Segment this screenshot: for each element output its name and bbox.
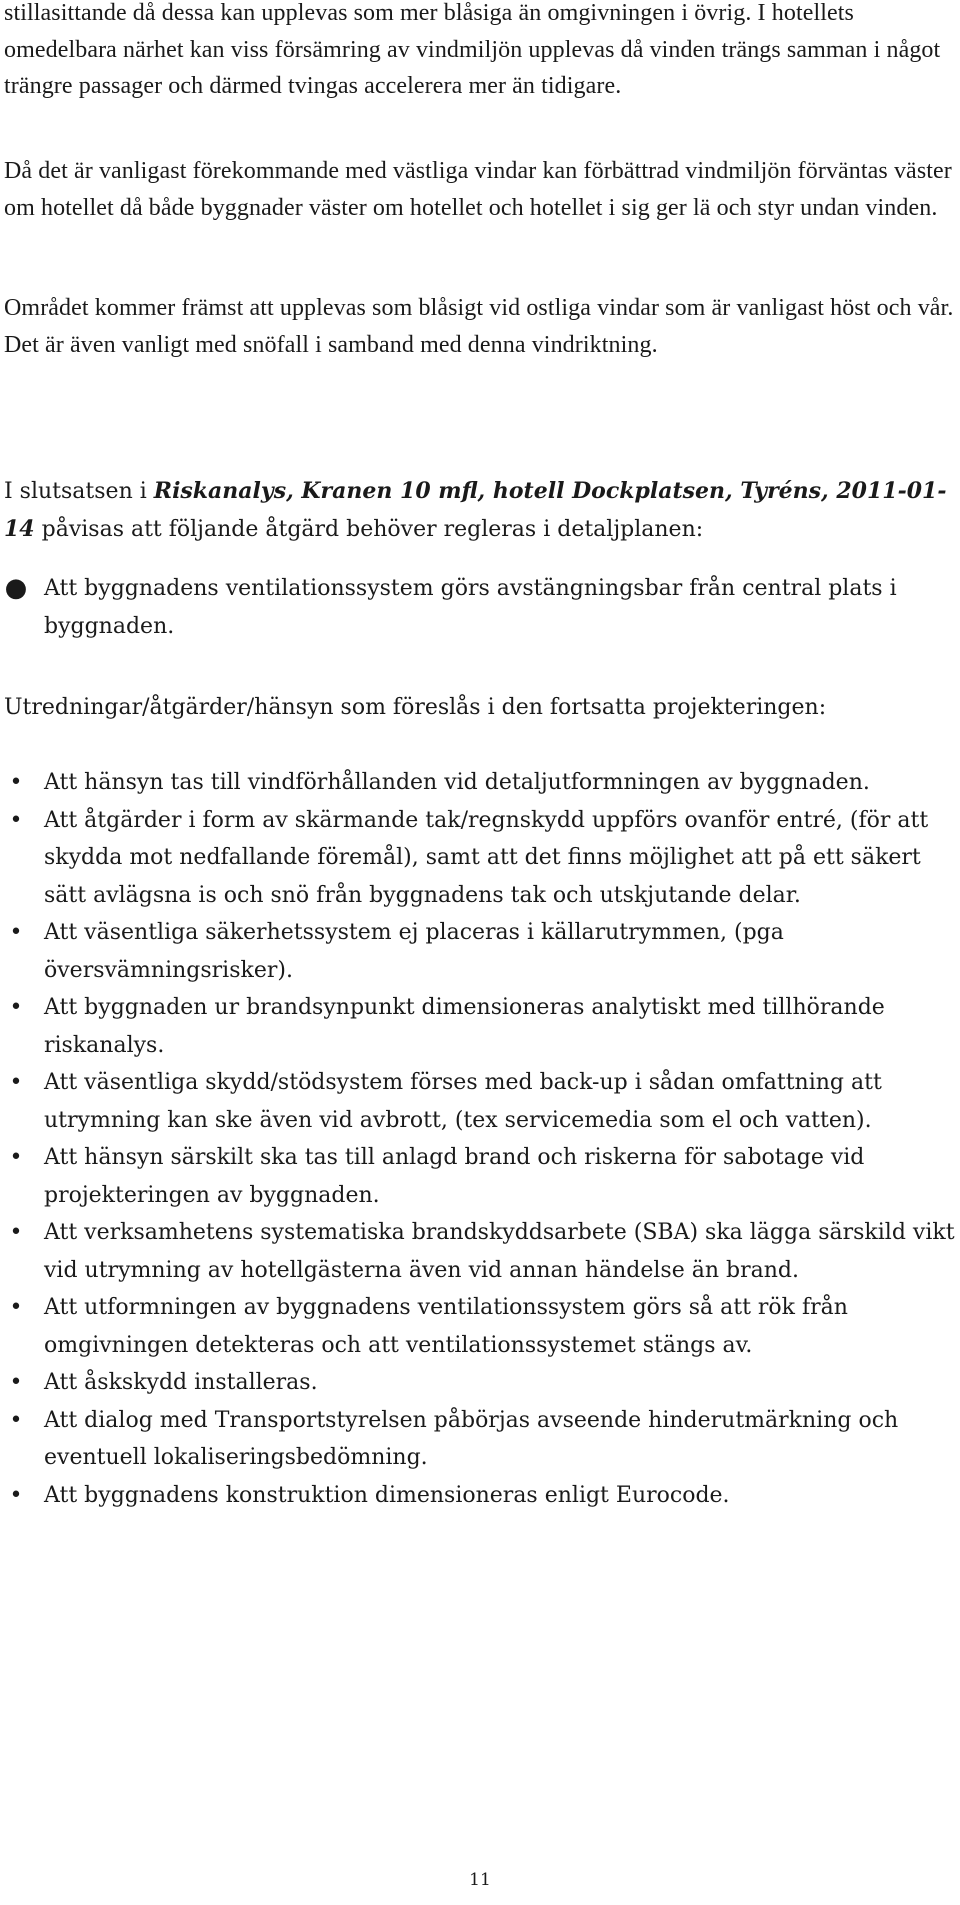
conclusion-intro: I slutsatsen i [4,479,154,504]
bullet-icon: • [9,770,23,795]
list-item-text: Att hänsyn särskilt ska tas till anlagd brand och riskerna för sabotage vid projekteringen av byggnaden. [44,1145,865,1208]
list-item-text: Att åskskydd installeras. [44,1370,318,1395]
bullet-icon: • [9,1295,23,1320]
risk-analysis-reference: Riskanalys, Kranen 10 mfl, hotell Dockplatsen, Tyréns, 2011-01-14 [4,478,947,542]
bullet-icon: • [9,1482,23,1508]
paragraph-risk-analysis-conclusion [4,473,954,548]
proposed-measures-list [0,764,960,1514]
list-item-text: Att byggnaden ur brandsynpunkt dimensioneras analytiskt med tillhörande riskanalys. [44,995,885,1058]
conclusion-outro: påvisas att följande åtgärd behöver regleras i detaljplanen: [34,516,704,542]
proposed-measure-item [0,1402,960,1477]
list-item-text: Att utformningen av byggnadens ventilationssystem görs så att rök från omgivningen detekteras och att ventilationssystemet stängs av. [44,1295,848,1358]
list-item-text: Att byggnadens ventilationssystem görs avstängningsbar från central plats i byggnaden. [44,576,897,639]
proposed-measure-item [0,802,960,915]
bullet-icon: • [9,1145,23,1170]
proposed-measure-item [0,764,960,802]
bullet-icon: • [9,1070,23,1095]
list-item-text: Att väsentliga säkerhetssystem ej placeras i källarutrymmen, (pga översvämningsrisker). [44,920,784,983]
list-item-text: Att hänsyn tas till vindförhållanden vid detaljutformningen av byggnaden. [44,770,870,795]
list-item-text: Att väsentliga skydd/stödsystem förses med back-up i sådan omfattning att utrymning kan ske även vid avbrott, (tex servicemedia som el och vatten). [44,1070,882,1133]
list-item-text: Att byggnadens konstruktion dimensioneras enligt Eurocode. [44,1482,730,1508]
bullet-icon: ● [4,573,28,603]
proposed-measure-item [0,1139,960,1214]
bullet-icon: • [9,995,23,1020]
paragraph-east-wind: Området kommer främst att upplevas som blåsigt vid ostliga vindar som är vanligast höst och vår. Det är även vanligt med snöfall i samband med denna vindriktning. [4,295,954,358]
list-item-text: Att verksamhetens systematiska brandskyddsarbete (SBA) ska lägga särskild vikt vid utrymning av hotellgästerna även vid annan händelse än brand. [44,1220,955,1283]
proposed-measure-item [0,1477,960,1515]
required-measures-list [0,570,960,645]
page-number: 11 [469,1870,491,1890]
paragraph-proposed-heading: Utredningar/åtgärder/hänsyn som föreslås i den fortsatta projekteringen: [4,695,827,720]
bullet-icon: • [9,807,23,833]
bullet-icon: • [9,1220,23,1245]
list-item-text: Att dialog med Transportstyrelsen påbörjas avseende hinderutmärkning och eventuell lokaliseringsbedömning. [44,1407,899,1470]
proposed-measure-item [0,1214,960,1289]
paragraph-west-wind: Då det är vanligast förekommande med västliga vindar kan förbättrad vindmiljön förväntas väster om hotellet då både byggnader väster om hotellet och hotellet i sig ger lä och styr undan vinden. [4,158,952,221]
proposed-measure-item [0,1364,960,1402]
proposed-measure-item [0,989,960,1064]
proposed-measure-item [0,1064,960,1139]
paragraph-wind-local: stillasittande då dessa kan upplevas som mer blåsiga än omgivningen i övrig. I hotellets omedelbara närhet kan viss försämring av vindmiljön upplevas då vinden trängs samman i något trängre passager och därmed tvingas accelerera mer än tidigare. [4,0,941,99]
bullet-icon: • [9,1370,23,1395]
proposed-measure-item [0,914,960,989]
bullet-icon: • [9,920,23,945]
required-measure-item [0,570,960,645]
bullet-icon: • [9,1407,23,1433]
list-item-text: Att åtgärder i form av skärmande tak/regnskydd uppförs ovanför entré, (för att skydda mot nedfallande föremål), samt att det finns möjlighet att på ett säkert sätt avlägsna is och snö från byggnadens tak och utskjutande delar. [44,807,929,908]
proposed-measure-item [0,1289,960,1364]
